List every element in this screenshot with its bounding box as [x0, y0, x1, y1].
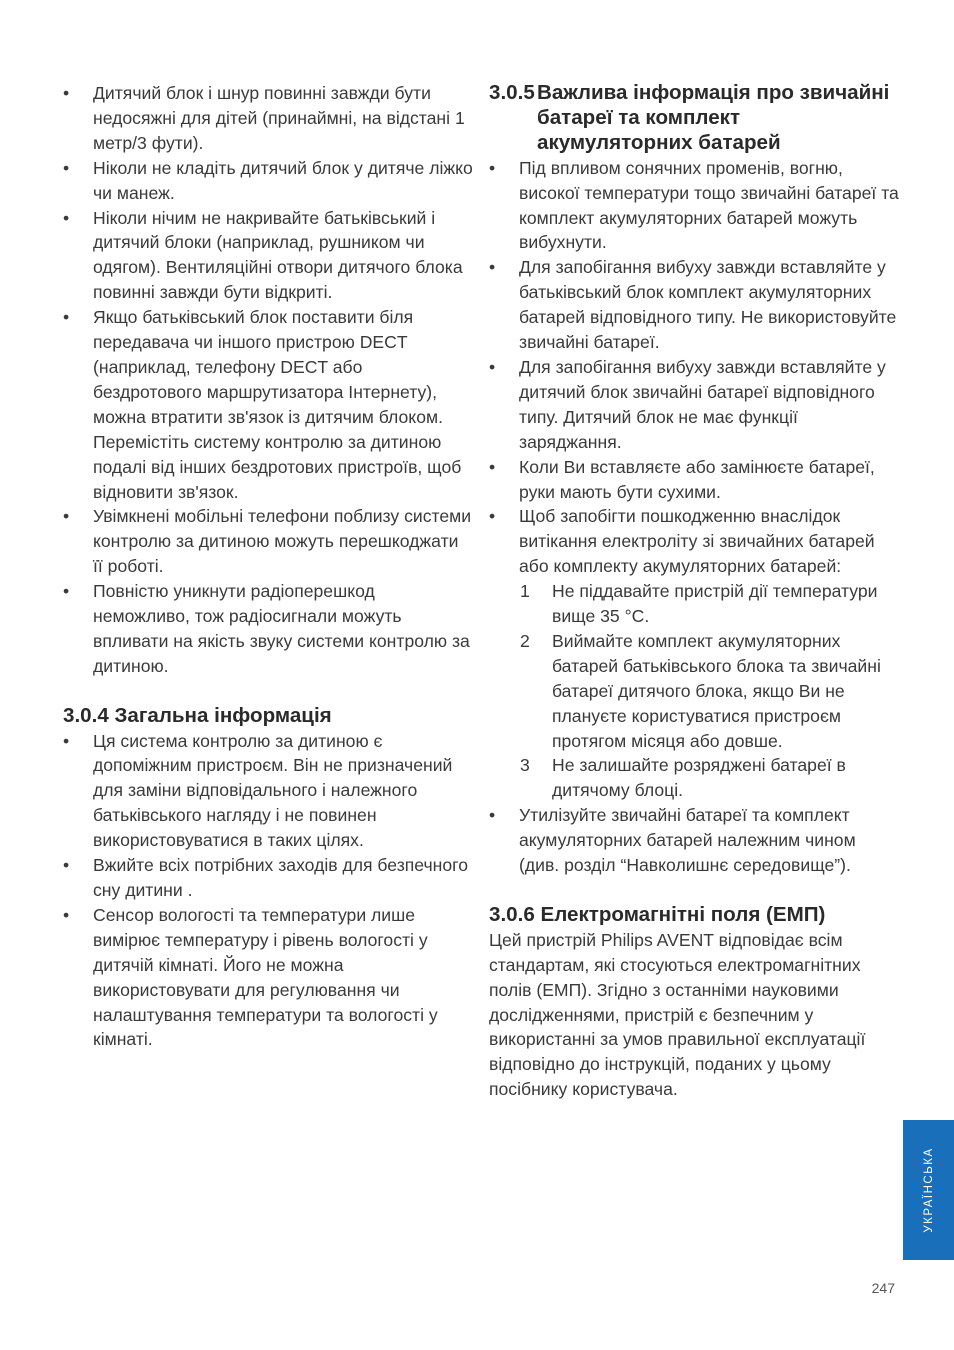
- list-item: [63, 504, 473, 579]
- bullet-marker: •: [63, 855, 70, 876]
- step-number: 1: [520, 581, 530, 602]
- list-item-text: Якщо батьківський блок поставити біля передавача чи іншого пристрою DECT (наприклад, телефону DECT або бездротового маршрутизатора Інтернету), можна втратити зв'язок із дитячим блоком. Перемістіть систему контролю за дитиною подалі від інших бездротових пристроїв, щоб відновити зв'язок.: [93, 307, 462, 502]
- language-tab-label: УКРАЇНСЬКА: [922, 1147, 935, 1233]
- bullet-marker: •: [63, 506, 70, 527]
- right-column: [489, 81, 899, 1102]
- list-item-text: Утилізуйте звичайні батареї та комплект акумуляторних батарей належним чином (див. розділ “Навколишнє середовище”).: [519, 805, 856, 876]
- bullet-marker: •: [63, 904, 70, 925]
- bullet-marker: •: [63, 157, 70, 178]
- list-item: [63, 156, 473, 206]
- section-heading-emf: 3.0.6 Електромагнітні поля (ЕМП): [489, 902, 826, 926]
- step-text: Не піддавайте пристрій дії температури вище 35 °C.: [552, 581, 878, 627]
- list-item-text: Під впливом сонячних променів, вогню, високої температури тощо звичайні батареї та комплект акумуляторних батарей можуть вибухнути.: [519, 157, 899, 253]
- list-item: [489, 504, 899, 579]
- list-item: [489, 455, 899, 505]
- list-item: [63, 305, 473, 504]
- batteries-bullet-list: [489, 156, 899, 579]
- bullet-marker: •: [489, 356, 496, 377]
- bullet-marker: •: [63, 307, 70, 328]
- list-item-text: Вжийте всіх потрібних заходів для безпечного сну дитини .: [93, 855, 468, 900]
- disposal-bullet-list: [489, 803, 899, 878]
- bullet-marker: •: [489, 257, 496, 278]
- safety-bullet-list: [63, 81, 473, 679]
- step-number: 3: [520, 755, 530, 776]
- spacer: [489, 878, 899, 903]
- general-info-bullet-list: [63, 729, 473, 1053]
- language-side-tab: [903, 1120, 954, 1260]
- list-item-text: Увімкнені мобільні телефони поблизу системи контролю за дитиною можуть перешкоджати її роботі.: [93, 506, 472, 577]
- list-item: [63, 81, 473, 156]
- list-item-text: Для запобігання вибуху завжди вставляйте у батьківський блок комплект акумуляторних батарей відповідного типу. Не використовуйте звичайні батареї.: [519, 257, 897, 353]
- bullet-marker: •: [63, 581, 70, 602]
- bullet-marker: •: [489, 456, 496, 477]
- step-text: Не залишайте розряджені батареї в дитячому блоці.: [552, 755, 846, 801]
- list-item: [489, 156, 899, 256]
- list-item-text: Для запобігання вибуху завжди вставляйте у дитячий блок звичайні батареї відповідного типу. Дитячий блок не має функції заряджання.: [519, 356, 886, 452]
- step-number: 2: [520, 630, 530, 651]
- list-item-text: Ніколи нічим не накривайте батьківський і дитячий блоки (наприклад, рушником чи одягом). Вентиляційні отвори дитячого блока повинні завжди бути відкриті.: [93, 207, 463, 303]
- list-item: [63, 729, 473, 854]
- list-item: [63, 903, 473, 1052]
- list-item: [63, 853, 473, 903]
- list-item-text: Щоб запобігти пошкодженню внаслідок витікання електроліту зі звичайних батарей або комплекту акумуляторних батарей:: [519, 506, 875, 577]
- left-column: [63, 81, 473, 1052]
- section-title: Важлива інформація про звичайні батареї та комплект акумуляторних батарей: [537, 81, 890, 154]
- section-heading-batteries: [489, 81, 899, 156]
- list-item-text: Коли Ви вставляєте або замінюєте батареї, руки мають бути сухими.: [519, 456, 875, 502]
- bullet-marker: •: [63, 207, 70, 228]
- bullet-marker: •: [489, 805, 496, 826]
- list-item-text: Ніколи не кладіть дитячий блок у дитяче ліжко чи манеж.: [93, 157, 473, 203]
- list-item: [489, 255, 899, 355]
- spacer: [63, 679, 473, 704]
- list-item: [489, 753, 899, 803]
- list-item: [489, 629, 899, 754]
- list-item-text: Сенсор вологості та температури лише вимірює температуру і рівень вологості у дитячій кімнаті. Його не можна використовувати для регулювання чи налаштування температури та вологості у кімнаті.: [93, 904, 438, 1050]
- battery-steps-list: [489, 579, 899, 803]
- list-item-text: Дитячий блок і шнур повинні завжди бути недосяжні для дітей (принаймні, на відстані 1 метр/3 фути).: [93, 83, 465, 153]
- bullet-marker: •: [489, 506, 496, 527]
- section-heading-general-info: 3.0.4 Загальна інформація: [63, 703, 332, 727]
- list-item-text: Повністю уникнути радіоперешкод неможливо, тож радіосигнали можуть впливати на якість звуку системи контролю за дитиною.: [93, 581, 470, 676]
- bullet-marker: •: [489, 157, 496, 178]
- bullet-marker: •: [63, 83, 70, 103]
- emf-paragraph: Цей пристрій Philips AVENT відповідає всім стандартам, які стосуються електромагнітних полів (ЕМП). Згідно з останніми науковими дослідженнями, пристрій є безпечним у використанні за умов правильної експлуатації відповідно до інструкцій, поданих у цьому посібнику користувача.: [489, 929, 866, 1100]
- page-number: 247: [871, 1280, 895, 1296]
- section-number: 3.0.5: [489, 81, 535, 104]
- step-text: Виймайте комплект акумуляторних батарей батьківського блока та звичайні батареї дитячого блока, якщо Ви не плануєте користуватися пристроєм протягом місяця або довше.: [552, 630, 881, 751]
- bullet-marker: •: [63, 730, 70, 751]
- list-item: [489, 355, 899, 455]
- list-item: [63, 579, 473, 679]
- list-item: [489, 803, 899, 878]
- list-item: [63, 206, 473, 306]
- list-item-text: Ця система контролю за дитиною є допоміжним пристроєм. Він не призначений для заміни відповідального і належного батьківського нагляду і не повинен використовуватися в таких цілях.: [93, 730, 453, 851]
- list-item: [489, 579, 899, 629]
